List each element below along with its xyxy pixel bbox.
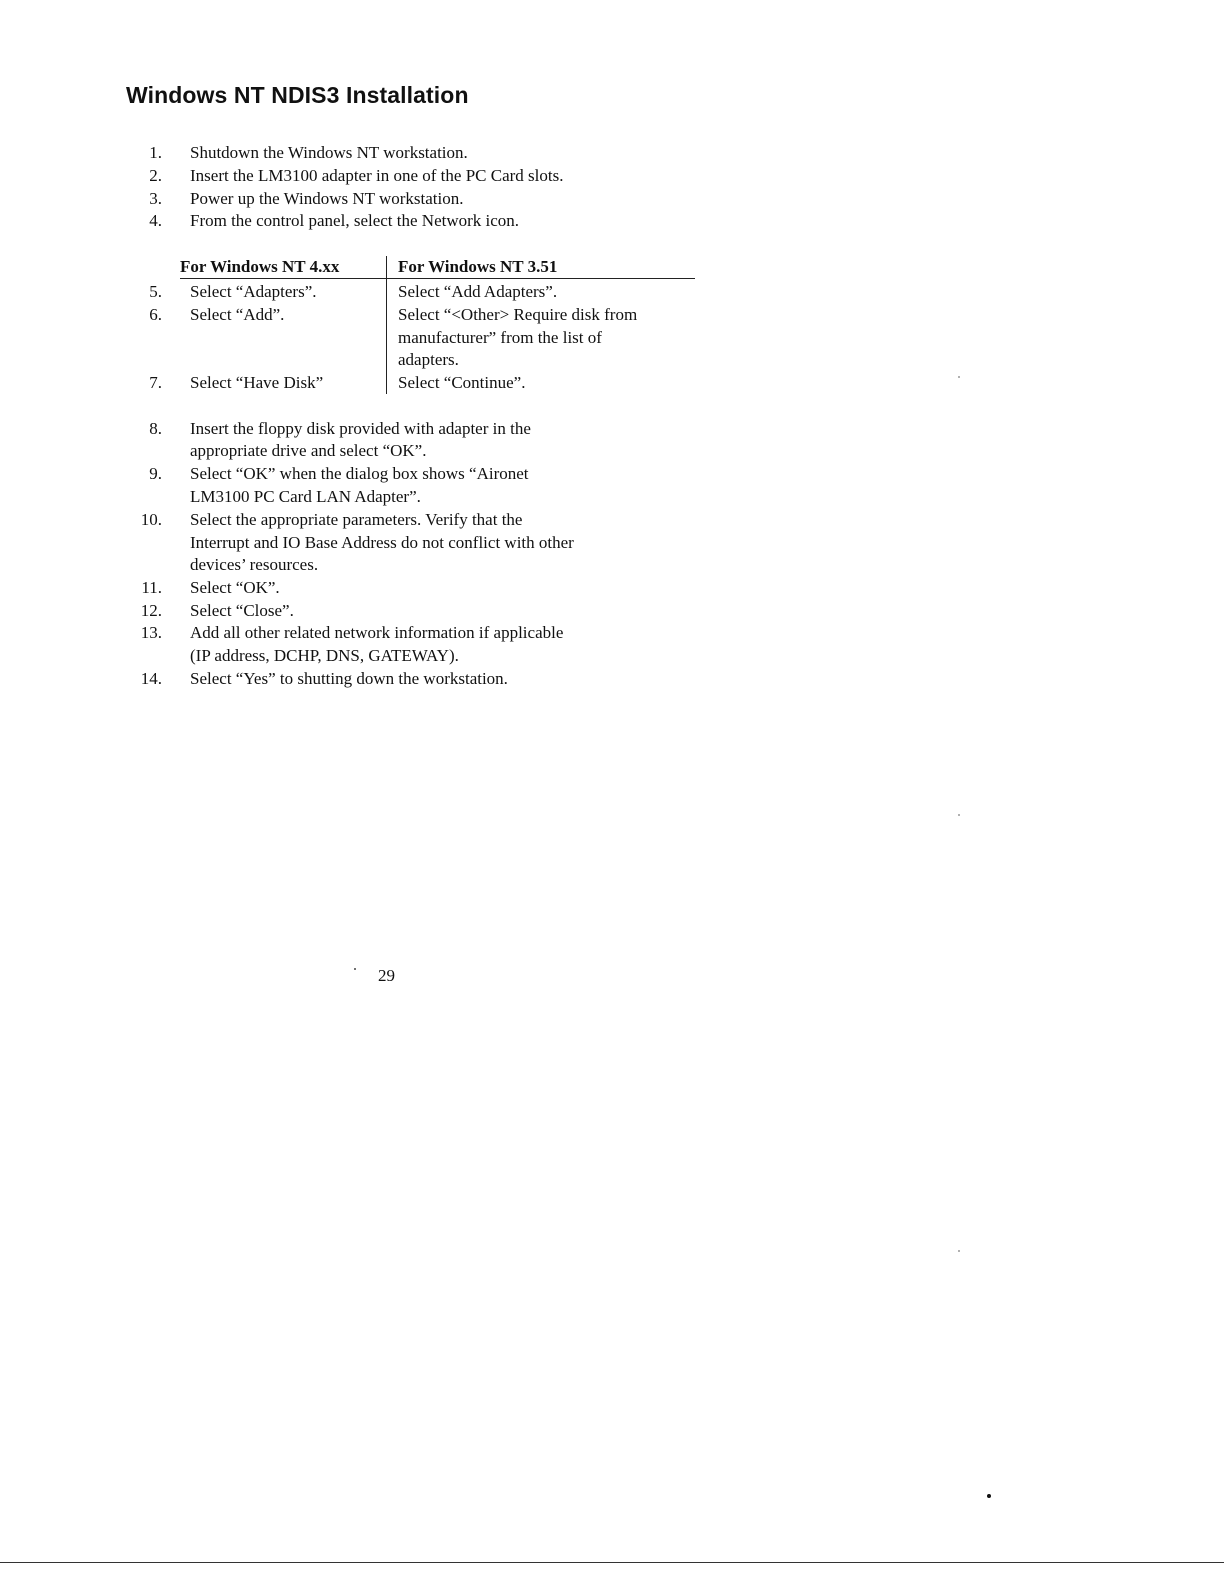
page-number: 29 [378,966,395,985]
list-item-text: appropriate drive and select “OK”. [190,441,427,460]
list-item-text: LM3100 PC Card LAN Adapter”. [190,487,421,506]
list-item-text: Select “Yes” to shutting down the workstation. [190,669,508,688]
list-item [0,209,1224,232]
list-item-number: 10. [140,510,162,529]
scan-speck [958,1250,960,1252]
list-item-text: Select “Close”. [190,601,294,620]
bottom-edge-rule [0,1562,1224,1563]
list-item-number: 9. [149,464,162,483]
list-item-number: 4. [149,211,162,230]
list-item-text: Select the appropriate parameters. Verify that the [190,510,523,529]
list-item-number: 3. [149,189,162,208]
list-item-text: devices’ resources. [190,555,319,574]
table-cell-nt4: Select “Add”. [190,305,285,324]
table-row-number: 5. [149,282,162,301]
list-item-text: Add all other related network information if applicable [190,623,564,642]
list-item-number: 1. [149,143,162,162]
table-cell-nt4: Select “Adapters”. [190,282,317,301]
list-item-number: 13. [140,623,162,642]
scan-speck [987,1494,991,1498]
table-header-nt4: For Windows NT 4.xx [180,257,340,276]
list-item-text: (IP address, DCHP, DNS, GATEWAY). [190,646,459,665]
scan-speck [958,376,960,378]
list-item-text: Insert the floppy disk provided with adapter in the [190,419,531,438]
list-item-number: 14. [140,669,162,688]
scan-speck [958,814,960,816]
list-item-number: 8. [149,419,162,438]
table-row-number: 6. [149,305,162,324]
table-cell-nt351: manufacturer” from the list of [398,328,602,347]
table-cell-nt351: Select “Add Adapters”. [398,282,558,301]
list-item [0,187,1224,210]
list-item-text: Select “OK”. [190,578,280,597]
list-item [0,141,1224,164]
table-column-divider [386,256,387,394]
list-item-number: 12. [140,601,162,620]
list-item-text: Select “OK” when the dialog box shows “Aironet [190,464,529,483]
page-title: Windows NT NDIS3 Installation [126,82,469,108]
list-item-text: From the control panel, select the Network icon. [190,211,520,230]
table-cell-nt4: Select “Have Disk” [190,373,324,392]
table-cell-nt351: Select “<Other> Require disk from [398,305,638,324]
table-header-divider [180,278,695,279]
list-item-text: Insert the LM3100 adapter in one of the PC Card slots. [190,166,564,185]
table-cell-nt351: Select “Continue”. [398,373,526,392]
list-item-number: 11. [141,578,162,597]
list-item-text: Shutdown the Windows NT workstation. [190,143,468,162]
list-item [0,164,1224,187]
table-header-nt351: For Windows NT 3.51 [398,257,558,276]
scan-speck [354,968,356,970]
list-item-number: 2. [149,166,162,185]
list-item-text: Power up the Windows NT workstation. [190,189,464,208]
table-row-number: 7. [149,373,162,392]
list-item-text: Interrupt and IO Base Address do not conflict with other [190,533,574,552]
table-cell-nt351: adapters. [398,350,459,369]
